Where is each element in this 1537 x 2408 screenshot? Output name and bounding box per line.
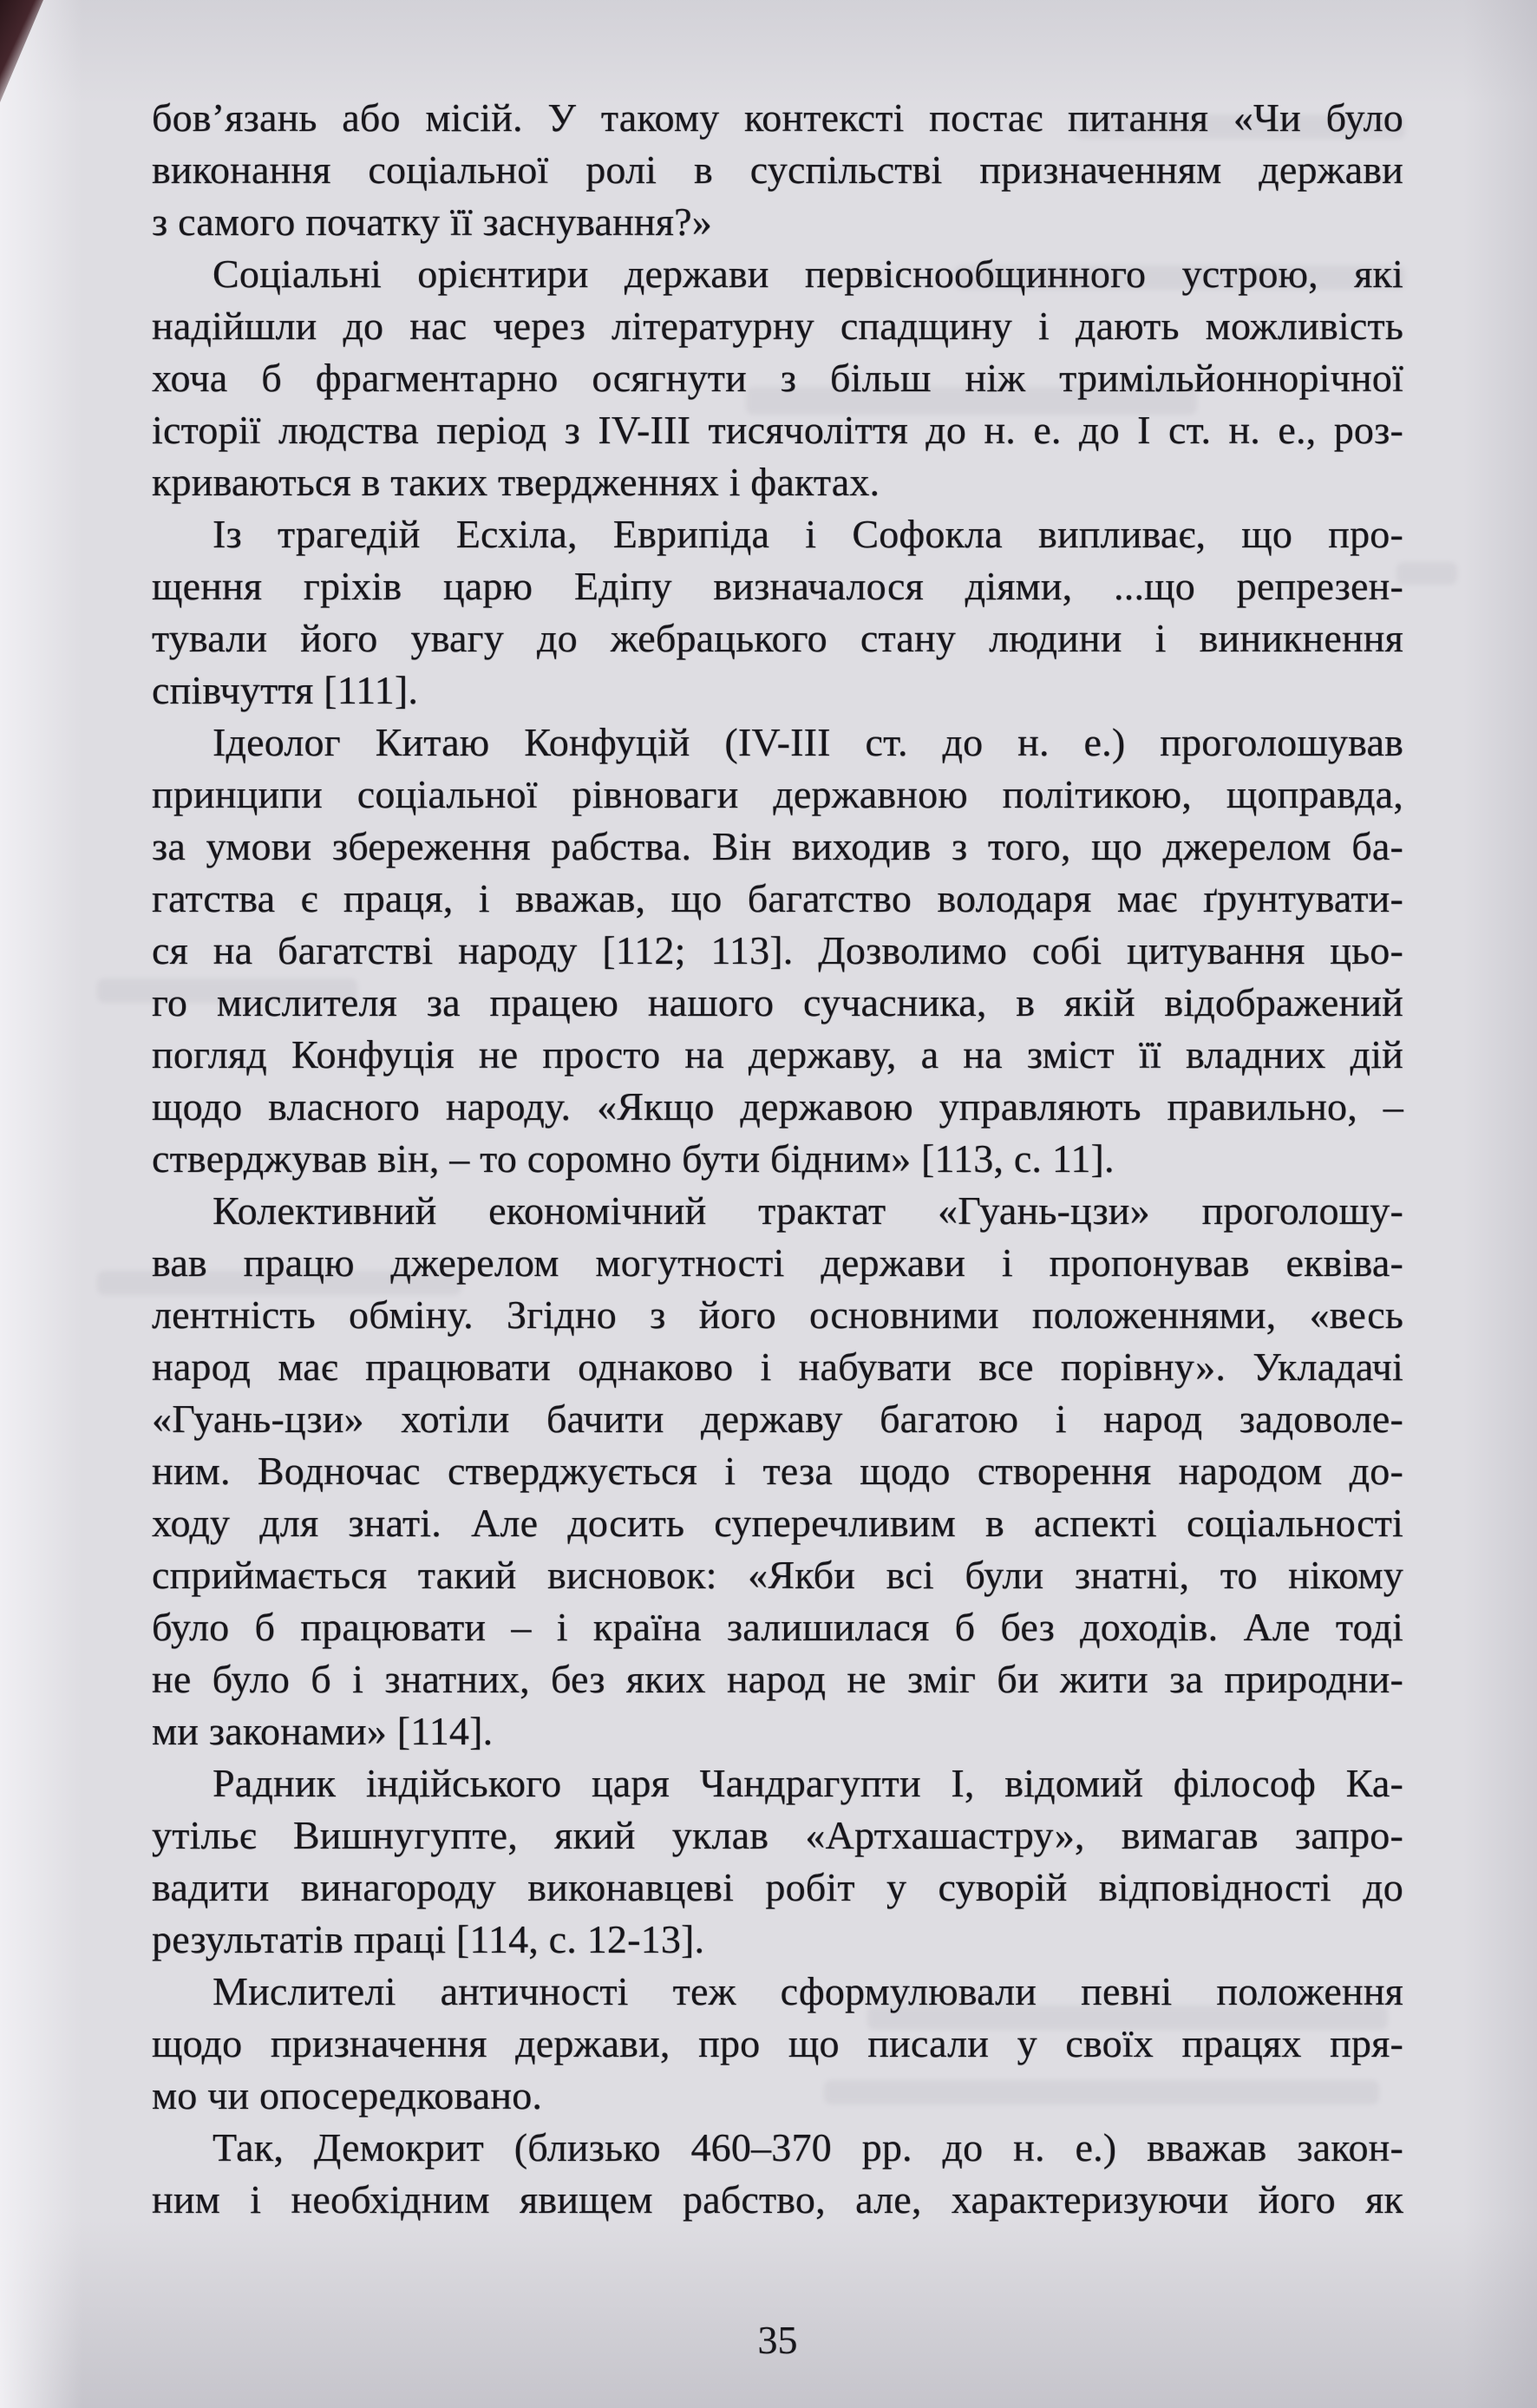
text-line: Так, Демокрит (близько 460–370 рр. до н. е.) вважав закон-	[213, 2125, 1403, 2169]
text-line: Колективний економічний трактат «Гуань-цзи» проголошу-	[213, 1188, 1403, 1233]
text-line: погляд Конфуція не просто на державу, а на зміст її владних дій	[152, 1032, 1403, 1076]
text-line: принципи соціальної рівноваги державною політикою, щоправда,	[152, 772, 1403, 816]
text-line: тували його увагу до жебрацького стану людини і виникнення	[152, 616, 1403, 660]
text-line: го мислителя за працею нашого сучасника, в якій відображений	[152, 980, 1403, 1024]
page-number: 35	[757, 2318, 798, 2362]
text-line: криваються в таких твердженнях і фактах.	[152, 460, 880, 504]
text-line: утільє Вишнугупте, який уклав «Артхашастру», вимагав запро-	[152, 1813, 1403, 1857]
text-line: щодо призначення держави, про що писали у своїх працях пря-	[152, 2021, 1403, 2065]
text-line: Ідеолог Китаю Конфуцій (IV-III ст. до н. е.) проголошував	[213, 720, 1403, 764]
text-line: гатства є праця, і вважав, що багатство володаря має ґрунтувати-	[152, 876, 1403, 920]
text-line: народ має працювати однаково і набувати все порівну». Укладачі	[152, 1345, 1403, 1389]
scan-corner-artifact	[0, 0, 43, 102]
text-line: ся на багатстві народу [112; 113]. Дозволимо собі цитування цьо-	[152, 928, 1403, 972]
text-line: Соціальні орієнтири держави первіснообщинного устрою, які	[213, 252, 1403, 296]
text-line: Мислителі античності теж сформулювали певні положення	[213, 1969, 1403, 2013]
text-line: ним і необхідним явищем рабство, але, характеризуючи його як	[152, 2177, 1403, 2222]
text-line: було б працювати – і країна залишилася б без доходів. Але тоді	[152, 1605, 1403, 1649]
text-line: вадити винагороду виконавцеві робіт у суворій відповідності до	[152, 1865, 1403, 1909]
text-line: бов’язань або місій. У такому контексті постає питання «Чи було	[152, 95, 1403, 140]
text-line: з самого початку її заснування?»	[152, 200, 712, 244]
text-line: результатів праці [114, с. 12-13].	[152, 1917, 705, 1961]
text-line: ним. Водночас стверджується і теза щодо створення народом до-	[152, 1449, 1403, 1493]
text-line: вав працю джерелом могутності держави і пропонував еквіва-	[152, 1240, 1403, 1285]
paragraph	[152, 508, 1403, 717]
text-line: щодо власного народу. «Якщо державою управляють правильно, –	[152, 1084, 1403, 1129]
text-line: ми законами» [114].	[152, 1709, 494, 1753]
text-line: щення гріхів царю Едіпу визначалося діями, ...що репрезен-	[152, 564, 1403, 608]
text-line: за умови збереження рабства. Він виходив з того, що джерелом ба-	[152, 824, 1403, 868]
text-line: ходу для знаті. Але досить суперечливим в аспекті соціальності	[152, 1501, 1403, 1545]
text-line: сприймається такий висновок: «Якби всі були знатні, то нікому	[152, 1553, 1403, 1597]
text-line: виконання соціальної ролі в суспільстві призначенням держави	[152, 147, 1403, 192]
bleed-through-artifact	[1396, 562, 1457, 585]
paragraph	[152, 1757, 1403, 1966]
paragraph	[152, 1185, 1403, 1757]
text-line: співчуття [111].	[152, 668, 419, 712]
text-line: історії людства період з IV-III тисячоліття до н. е. до I ст. н. е., роз-	[152, 408, 1403, 452]
text-line: лентність обміну. Згідно з його основними положеннями, «весь	[152, 1292, 1403, 1337]
paragraph	[152, 92, 1403, 248]
text-line: Радник індійського царя Чандрагупти I, відомий філософ Ка-	[213, 1761, 1403, 1805]
paragraph	[152, 1966, 1403, 2122]
text-line: надійшли до нас через літературну спадщину і дають можливість	[152, 304, 1403, 348]
text-line: мо чи опосередковано.	[152, 2073, 543, 2117]
paragraph	[152, 248, 1403, 508]
text-line: стверджував він, – то соромно бути бідним» [113, с. 11].	[152, 1136, 1115, 1181]
text-line: не було б і знатних, без яких народ не зміг би жити за природни-	[152, 1657, 1403, 1701]
paragraph	[152, 2122, 1403, 2226]
paragraph	[152, 717, 1403, 1185]
text-line: «Гуань-цзи» хотіли бачити державу багатою і народ задоволе-	[152, 1397, 1403, 1441]
text-line: хоча б фрагментарно осягнути з більш ніж тримільйоннорічної	[152, 356, 1403, 400]
text-line: Із трагедій Есхіла, Еврипіда і Софокла випливає, що про-	[213, 512, 1403, 556]
page-text	[152, 92, 1403, 2226]
